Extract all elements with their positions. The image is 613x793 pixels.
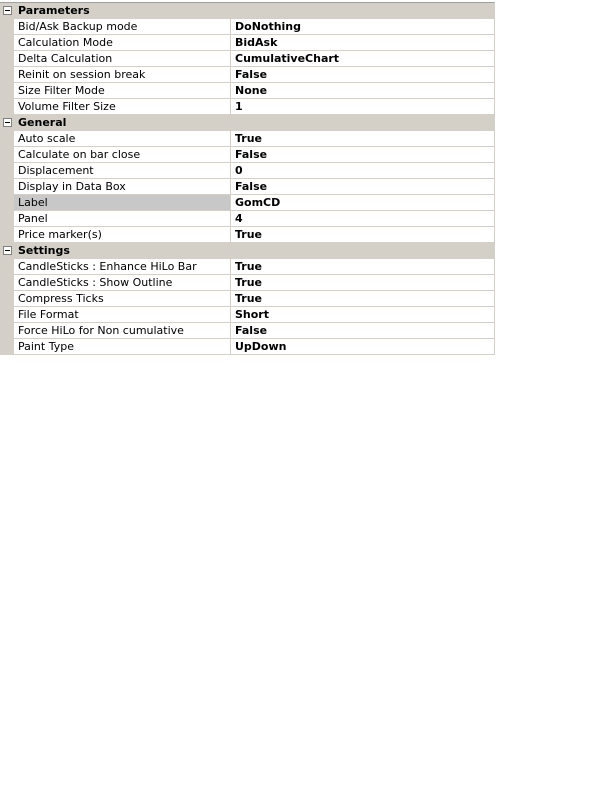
property-name[interactable]: Price marker(s) bbox=[14, 227, 231, 243]
category-general[interactable] bbox=[0, 115, 494, 131]
property-value[interactable]: DoNothing bbox=[231, 19, 494, 35]
property-row-enhance-hilo-bar[interactable] bbox=[0, 259, 494, 275]
property-name[interactable]: Size Filter Mode bbox=[14, 83, 231, 99]
property-value[interactable]: GomCD bbox=[231, 195, 494, 211]
category-label: General bbox=[18, 116, 67, 129]
property-value[interactable]: CumulativeChart bbox=[231, 51, 494, 67]
category-label: Settings bbox=[18, 244, 70, 257]
property-row-file-format[interactable] bbox=[0, 307, 494, 323]
property-value[interactable]: True bbox=[231, 259, 494, 275]
property-name[interactable]: Paint Type bbox=[14, 339, 231, 355]
property-name[interactable]: Calculation Mode bbox=[14, 35, 231, 51]
property-value[interactable]: 4 bbox=[231, 211, 494, 227]
property-name[interactable]: File Format bbox=[14, 307, 231, 323]
property-row-displacement[interactable] bbox=[0, 163, 494, 179]
property-row-size-filter-mode[interactable] bbox=[0, 83, 494, 99]
property-name[interactable]: Panel bbox=[14, 211, 231, 227]
property-name[interactable]: Display in Data Box bbox=[14, 179, 231, 195]
property-row-reinit-on-session-break[interactable] bbox=[0, 67, 494, 83]
property-name[interactable]: Force HiLo for Non cumulative bbox=[14, 323, 231, 339]
property-name[interactable]: Bid/Ask Backup mode bbox=[14, 19, 231, 35]
category-parameters[interactable] bbox=[0, 3, 494, 19]
property-value[interactable]: False bbox=[231, 179, 494, 195]
property-name[interactable]: CandleSticks : Show Outline bbox=[14, 275, 231, 291]
property-value[interactable]: BidAsk bbox=[231, 35, 494, 51]
property-row-bid-ask-backup-mode[interactable] bbox=[0, 19, 494, 35]
property-row-volume-filter-size[interactable] bbox=[0, 99, 494, 115]
property-value[interactable]: True bbox=[231, 131, 494, 147]
property-row-show-outline[interactable] bbox=[0, 275, 494, 291]
property-name-selected[interactable]: Label bbox=[14, 195, 231, 211]
property-name[interactable]: Volume Filter Size bbox=[14, 99, 231, 115]
property-row-calculate-on-bar-close[interactable] bbox=[0, 147, 494, 163]
property-row-label[interactable] bbox=[0, 195, 494, 211]
property-row-display-in-data-box[interactable] bbox=[0, 179, 494, 195]
property-value[interactable]: False bbox=[231, 67, 494, 83]
property-name[interactable]: Auto scale bbox=[14, 131, 231, 147]
property-row-delta-calculation[interactable] bbox=[0, 51, 494, 67]
property-row-compress-ticks[interactable] bbox=[0, 291, 494, 307]
property-name[interactable]: Reinit on session break bbox=[14, 67, 231, 83]
collapse-settings-icon[interactable] bbox=[3, 246, 12, 255]
category-label: Parameters bbox=[18, 4, 90, 17]
property-row-calculation-mode[interactable] bbox=[0, 35, 494, 51]
property-value[interactable]: True bbox=[231, 291, 494, 307]
property-value[interactable]: False bbox=[231, 323, 494, 339]
property-row-panel[interactable] bbox=[0, 211, 494, 227]
property-row-paint-type[interactable] bbox=[0, 339, 494, 355]
category-settings[interactable] bbox=[0, 243, 494, 259]
property-value[interactable]: True bbox=[231, 275, 494, 291]
property-row-price-markers[interactable] bbox=[0, 227, 494, 243]
collapse-general-icon[interactable] bbox=[3, 118, 12, 127]
property-value[interactable]: False bbox=[231, 147, 494, 163]
property-name[interactable]: Calculate on bar close bbox=[14, 147, 231, 163]
property-value[interactable]: 1 bbox=[231, 99, 494, 115]
property-row-force-hilo[interactable] bbox=[0, 323, 494, 339]
collapse-parameters-icon[interactable] bbox=[3, 6, 12, 15]
property-row-auto-scale[interactable] bbox=[0, 131, 494, 147]
property-name[interactable]: Displacement bbox=[14, 163, 231, 179]
property-value[interactable]: 0 bbox=[231, 163, 494, 179]
property-name[interactable]: Delta Calculation bbox=[14, 51, 231, 67]
property-grid bbox=[0, 2, 495, 355]
property-value[interactable]: Short bbox=[231, 307, 494, 323]
property-value[interactable]: UpDown bbox=[231, 339, 494, 355]
property-name[interactable]: Compress Ticks bbox=[14, 291, 231, 307]
property-value[interactable]: True bbox=[231, 227, 494, 243]
property-name[interactable]: CandleSticks : Enhance HiLo Bar bbox=[14, 259, 231, 275]
property-value[interactable]: None bbox=[231, 83, 494, 99]
